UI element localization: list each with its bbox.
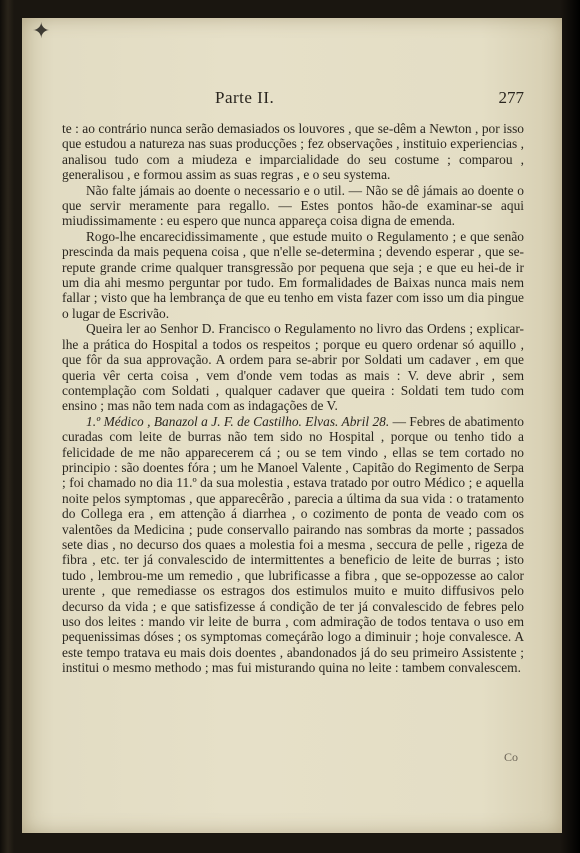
letter-body: — Febres de abatimento curadas com leite de burras não tem sido no Hospital , porque ou tenho tido a felicidade de me não apparecerem cá ; ou se tem vindo , ellas se tem cortado no principio : são doentes fóra ; um he Manoel Valente , Capitão do Regimento de Serpa ; foi chamado no dia 11.º da sua molestia , estava tratado por outro Médico ; e aquella noite pelos symptomas , que apparecêrão , parecia a última da sua vida : o tratamento do Collega era , em attenção á diarrhea , o cozimento de ponta de veado com os valentões da Medicina ; pude conservallo pairando nas sombras da morte ; passados sete dias , no decurso dos quaes a molestia foi a mesma , seccura de pelle , rigeza de fibra , etc. ter já convalescido de intermittentes a beneficio de leite de burras ; isto tudo , lembrou-me um remedio , que lubrificasse a fibra , que se-oppozesse ao calor urente , que remediasse os estragos dos estimulos muito e muito diffusivos pelo decurso da vida ; e que satisfizesse á condição de ter já convalescido de febres pelo uso dos leites : mando vir leite de burra , com admiração de todos tentava o uso em pequenissimas dóses ; os symptomas começárão logo a diminuir ; hoje convalesce. A este tempo tratava eu mais dois doentes , abandonados já do seu primeiro Assistente ; institui o mesmo methodo ; mas fui misturando quina no leite : tambem convalescem. (62, 413, 524, 676)
body-text (62, 121, 524, 676)
letter-heading: 1.º Médico , Banazol a J. F. de Castilho. Elvas. Abril 28. (86, 413, 390, 429)
page-number: 277 (498, 88, 524, 107)
paragraph: Queira ler ao Senhor D. Francisco o Regulamento no livro das Ordens ; explicar-lhe a prática do Hospital a todos os respeitos ; porque eu quero ordenar só aquillo , que fôr da sua approvação. A ordem para se-abrir por Soldati um cadaver , em que queria vêr certa coisa , vem d'onde vem todas as mais : V. deve abrir , sem contemplação com Soldati , qualquer cadaver que queira : Soldati tem tudo com ensino ; mas não tem nada com as indagações de V. (62, 321, 524, 414)
book-page (22, 18, 562, 833)
paragraph: Rogo-lhe encarecidissimamente , que estude muito o Regulamento ; e que senão prescinda da mais pequena coisa , que n'elle se-determina ; devendo esperar , que se-repute grande crime qualquer transgressão por pequena que seja ; e que eu hei-de ir um dia ahi mesmo perguntar por tudo. Em formalidades de Baixas nunca mais nem fallar ; visto que ha lembrança de que eu tenho em vista fazer com isso um dia pingue o lugar de Escrivão. (62, 228, 524, 321)
margin-ink-mark-icon: ✦ (32, 19, 51, 44)
running-head: Parte II. (215, 88, 275, 107)
catchword: Co (503, 750, 518, 764)
letter-entry (62, 414, 524, 676)
page-header (22, 88, 562, 114)
paragraph: te : ao contrário nunca serão demasiados os louvores , que se-dêm a Newton , por isso que estudou a natureza nas suas producções ; fez observações , instituio experiencias , analisou tudo com a miudeza e imparcialidade do seu costume ; comparou , generalisou , e formou assim as suas regras , e o seu systema. (62, 121, 524, 183)
paragraph: Não falte jámais ao doente o necessario e o util. — Não se dê jámais ao doente o que servir meramente para regallo. — Estes pontos hão-de examinar-se aqui miudissimamente : eu espero que nunca appareça coisa digna de emenda. (62, 182, 524, 229)
